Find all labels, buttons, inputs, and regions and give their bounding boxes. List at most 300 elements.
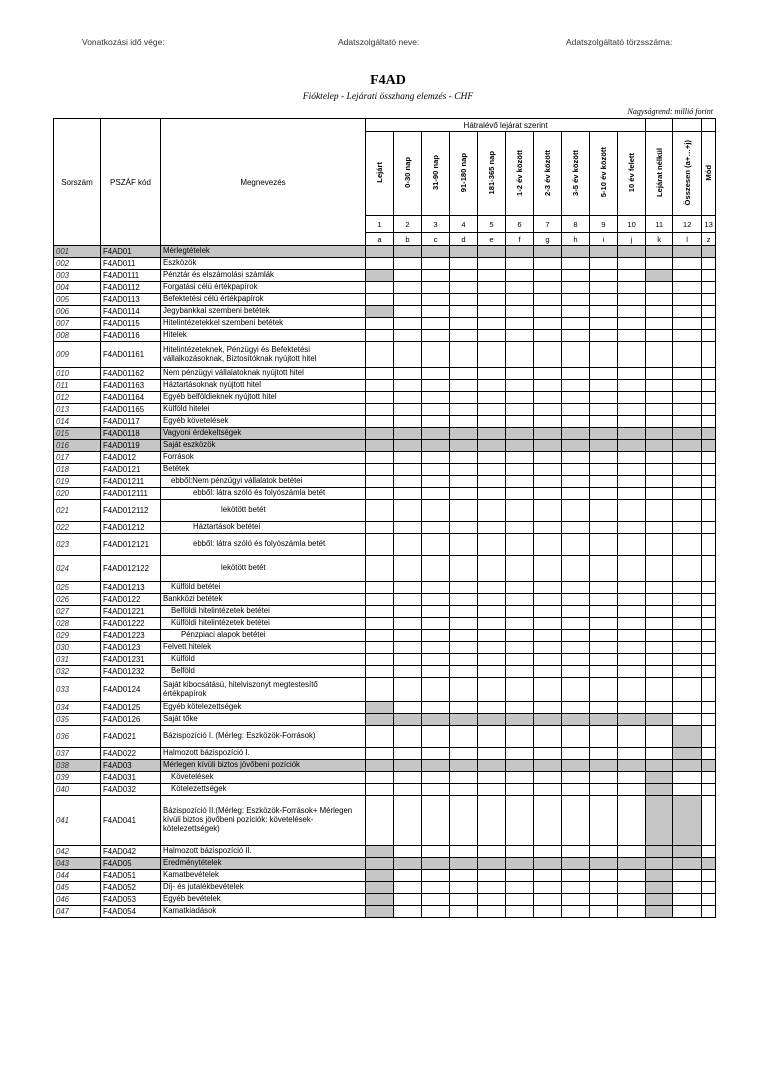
data-cell[interactable]: [590, 654, 618, 666]
data-cell[interactable]: [702, 452, 716, 464]
data-cell[interactable]: [366, 784, 394, 796]
data-cell[interactable]: [450, 500, 478, 522]
data-cell[interactable]: [702, 330, 716, 342]
data-cell[interactable]: [673, 270, 702, 282]
data-cell[interactable]: [394, 796, 422, 846]
data-cell[interactable]: [394, 870, 422, 882]
data-cell[interactable]: [702, 870, 716, 882]
data-cell[interactable]: [394, 618, 422, 630]
data-cell[interactable]: [450, 270, 478, 282]
data-cell[interactable]: [618, 858, 646, 870]
data-cell[interactable]: [478, 534, 506, 556]
data-cell[interactable]: [618, 270, 646, 282]
data-cell[interactable]: [450, 476, 478, 488]
data-cell[interactable]: [673, 702, 702, 714]
data-cell[interactable]: [394, 270, 422, 282]
data-cell[interactable]: [366, 556, 394, 582]
data-cell[interactable]: [590, 428, 618, 440]
data-cell[interactable]: [562, 772, 590, 784]
data-cell[interactable]: [562, 416, 590, 428]
data-cell[interactable]: [394, 582, 422, 594]
data-cell[interactable]: [450, 534, 478, 556]
data-cell[interactable]: [673, 318, 702, 330]
data-cell[interactable]: [506, 534, 534, 556]
data-cell[interactable]: [478, 594, 506, 606]
data-cell[interactable]: [534, 654, 562, 666]
data-cell[interactable]: [618, 452, 646, 464]
data-cell[interactable]: [394, 882, 422, 894]
data-cell[interactable]: [534, 464, 562, 476]
data-cell[interactable]: [478, 618, 506, 630]
data-cell[interactable]: [702, 606, 716, 618]
data-cell[interactable]: [478, 726, 506, 748]
data-cell[interactable]: [646, 294, 673, 306]
data-cell[interactable]: [422, 534, 450, 556]
data-cell[interactable]: [702, 404, 716, 416]
data-cell[interactable]: [422, 282, 450, 294]
data-cell[interactable]: [673, 714, 702, 726]
data-cell[interactable]: [646, 870, 673, 882]
data-cell[interactable]: [590, 246, 618, 258]
data-cell[interactable]: [673, 342, 702, 368]
data-cell[interactable]: [702, 630, 716, 642]
data-cell[interactable]: [702, 772, 716, 784]
data-cell[interactable]: [366, 748, 394, 760]
data-cell[interactable]: [590, 404, 618, 416]
data-cell[interactable]: [366, 630, 394, 642]
data-cell[interactable]: [618, 748, 646, 760]
data-cell[interactable]: [646, 796, 673, 846]
data-cell[interactable]: [394, 380, 422, 392]
data-cell[interactable]: [394, 534, 422, 556]
data-cell[interactable]: [618, 760, 646, 772]
data-cell[interactable]: [534, 678, 562, 702]
data-cell[interactable]: [590, 368, 618, 380]
data-cell[interactable]: [478, 642, 506, 654]
data-cell[interactable]: [394, 404, 422, 416]
data-cell[interactable]: [646, 642, 673, 654]
data-cell[interactable]: [366, 330, 394, 342]
data-cell[interactable]: [618, 870, 646, 882]
data-cell[interactable]: [450, 702, 478, 714]
data-cell[interactable]: [478, 500, 506, 522]
data-cell[interactable]: [366, 464, 394, 476]
data-cell[interactable]: [422, 894, 450, 906]
data-cell[interactable]: [562, 846, 590, 858]
data-cell[interactable]: [422, 594, 450, 606]
data-cell[interactable]: [702, 556, 716, 582]
data-cell[interactable]: [478, 678, 506, 702]
data-cell[interactable]: [590, 846, 618, 858]
data-cell[interactable]: [646, 618, 673, 630]
data-cell[interactable]: [646, 772, 673, 784]
data-cell[interactable]: [534, 306, 562, 318]
data-cell[interactable]: [534, 368, 562, 380]
data-cell[interactable]: [618, 606, 646, 618]
data-cell[interactable]: [618, 906, 646, 918]
data-cell[interactable]: [618, 702, 646, 714]
data-cell[interactable]: [422, 870, 450, 882]
data-cell[interactable]: [394, 476, 422, 488]
data-cell[interactable]: [702, 714, 716, 726]
data-cell[interactable]: [506, 282, 534, 294]
data-cell[interactable]: [478, 330, 506, 342]
data-cell[interactable]: [618, 416, 646, 428]
data-cell[interactable]: [422, 760, 450, 772]
data-cell[interactable]: [366, 440, 394, 452]
data-cell[interactable]: [394, 488, 422, 500]
data-cell[interactable]: [562, 714, 590, 726]
data-cell[interactable]: [506, 306, 534, 318]
data-cell[interactable]: [394, 246, 422, 258]
data-cell[interactable]: [478, 440, 506, 452]
data-cell[interactable]: [534, 642, 562, 654]
data-cell[interactable]: [422, 678, 450, 702]
data-cell[interactable]: [534, 606, 562, 618]
data-cell[interactable]: [673, 440, 702, 452]
data-cell[interactable]: [422, 318, 450, 330]
data-cell[interactable]: [590, 476, 618, 488]
data-cell[interactable]: [702, 488, 716, 500]
data-cell[interactable]: [562, 534, 590, 556]
data-cell[interactable]: [422, 246, 450, 258]
data-cell[interactable]: [478, 270, 506, 282]
data-cell[interactable]: [673, 476, 702, 488]
data-cell[interactable]: [590, 306, 618, 318]
data-cell[interactable]: [450, 440, 478, 452]
data-cell[interactable]: [534, 666, 562, 678]
data-cell[interactable]: [646, 440, 673, 452]
data-cell[interactable]: [618, 500, 646, 522]
data-cell[interactable]: [506, 846, 534, 858]
data-cell[interactable]: [702, 342, 716, 368]
data-cell[interactable]: [618, 282, 646, 294]
data-cell[interactable]: [366, 416, 394, 428]
data-cell[interactable]: [590, 342, 618, 368]
data-cell[interactable]: [506, 270, 534, 282]
data-cell[interactable]: [450, 630, 478, 642]
data-cell[interactable]: [478, 342, 506, 368]
data-cell[interactable]: [618, 796, 646, 846]
data-cell[interactable]: [702, 654, 716, 666]
data-cell[interactable]: [590, 702, 618, 714]
data-cell[interactable]: [506, 772, 534, 784]
data-cell[interactable]: [590, 464, 618, 476]
data-cell[interactable]: [366, 404, 394, 416]
data-cell[interactable]: [478, 464, 506, 476]
data-cell[interactable]: [618, 882, 646, 894]
data-cell[interactable]: [534, 714, 562, 726]
data-cell[interactable]: [618, 342, 646, 368]
data-cell[interactable]: [590, 666, 618, 678]
data-cell[interactable]: [506, 342, 534, 368]
data-cell[interactable]: [366, 796, 394, 846]
data-cell[interactable]: [562, 654, 590, 666]
data-cell[interactable]: [673, 894, 702, 906]
data-cell[interactable]: [562, 488, 590, 500]
data-cell[interactable]: [450, 488, 478, 500]
data-cell[interactable]: [562, 618, 590, 630]
data-cell[interactable]: [422, 330, 450, 342]
data-cell[interactable]: [422, 846, 450, 858]
data-cell[interactable]: [422, 784, 450, 796]
data-cell[interactable]: [366, 452, 394, 464]
data-cell[interactable]: [534, 380, 562, 392]
data-cell[interactable]: [506, 870, 534, 882]
data-cell[interactable]: [673, 796, 702, 846]
data-cell[interactable]: [618, 582, 646, 594]
data-cell[interactable]: [506, 452, 534, 464]
data-cell[interactable]: [506, 582, 534, 594]
data-cell[interactable]: [422, 726, 450, 748]
data-cell[interactable]: [506, 630, 534, 642]
data-cell[interactable]: [450, 330, 478, 342]
data-cell[interactable]: [366, 342, 394, 368]
data-cell[interactable]: [590, 522, 618, 534]
data-cell[interactable]: [590, 392, 618, 404]
data-cell[interactable]: [478, 416, 506, 428]
data-cell[interactable]: [394, 318, 422, 330]
data-cell[interactable]: [646, 784, 673, 796]
data-cell[interactable]: [422, 556, 450, 582]
data-cell[interactable]: [562, 342, 590, 368]
data-cell[interactable]: [366, 534, 394, 556]
data-cell[interactable]: [534, 392, 562, 404]
data-cell[interactable]: [394, 702, 422, 714]
data-cell[interactable]: [702, 642, 716, 654]
data-cell[interactable]: [590, 870, 618, 882]
data-cell[interactable]: [394, 306, 422, 318]
data-cell[interactable]: [366, 702, 394, 714]
data-cell[interactable]: [506, 678, 534, 702]
data-cell[interactable]: [366, 582, 394, 594]
data-cell[interactable]: [673, 282, 702, 294]
data-cell[interactable]: [673, 582, 702, 594]
data-cell[interactable]: [646, 666, 673, 678]
data-cell[interactable]: [394, 678, 422, 702]
data-cell[interactable]: [562, 282, 590, 294]
data-cell[interactable]: [534, 618, 562, 630]
data-cell[interactable]: [618, 294, 646, 306]
data-cell[interactable]: [618, 330, 646, 342]
data-cell[interactable]: [450, 870, 478, 882]
data-cell[interactable]: [534, 846, 562, 858]
data-cell[interactable]: [562, 642, 590, 654]
data-cell[interactable]: [562, 246, 590, 258]
data-cell[interactable]: [478, 258, 506, 270]
data-cell[interactable]: [618, 678, 646, 702]
data-cell[interactable]: [562, 894, 590, 906]
data-cell[interactable]: [478, 772, 506, 784]
data-cell[interactable]: [646, 368, 673, 380]
data-cell[interactable]: [618, 522, 646, 534]
data-cell[interactable]: [646, 392, 673, 404]
data-cell[interactable]: [618, 428, 646, 440]
data-cell[interactable]: [422, 522, 450, 534]
data-cell[interactable]: [394, 452, 422, 464]
data-cell[interactable]: [506, 380, 534, 392]
data-cell[interactable]: [478, 606, 506, 618]
data-cell[interactable]: [646, 678, 673, 702]
data-cell[interactable]: [450, 666, 478, 678]
data-cell[interactable]: [534, 870, 562, 882]
data-cell[interactable]: [506, 368, 534, 380]
data-cell[interactable]: [366, 714, 394, 726]
data-cell[interactable]: [562, 748, 590, 760]
data-cell[interactable]: [450, 796, 478, 846]
data-cell[interactable]: [506, 594, 534, 606]
data-cell[interactable]: [394, 772, 422, 784]
data-cell[interactable]: [506, 404, 534, 416]
data-cell[interactable]: [366, 666, 394, 678]
data-cell[interactable]: [702, 582, 716, 594]
data-cell[interactable]: [366, 246, 394, 258]
data-cell[interactable]: [366, 906, 394, 918]
data-cell[interactable]: [394, 258, 422, 270]
data-cell[interactable]: [506, 894, 534, 906]
data-cell[interactable]: [422, 642, 450, 654]
data-cell[interactable]: [562, 678, 590, 702]
data-cell[interactable]: [450, 748, 478, 760]
data-cell[interactable]: [534, 894, 562, 906]
data-cell[interactable]: [702, 678, 716, 702]
data-cell[interactable]: [562, 858, 590, 870]
data-cell[interactable]: [590, 784, 618, 796]
data-cell[interactable]: [590, 534, 618, 556]
data-cell[interactable]: [673, 748, 702, 760]
data-cell[interactable]: [590, 748, 618, 760]
data-cell[interactable]: [534, 270, 562, 282]
data-cell[interactable]: [646, 882, 673, 894]
data-cell[interactable]: [366, 270, 394, 282]
data-cell[interactable]: [562, 476, 590, 488]
data-cell[interactable]: [562, 258, 590, 270]
data-cell[interactable]: [646, 476, 673, 488]
data-cell[interactable]: [534, 342, 562, 368]
data-cell[interactable]: [450, 282, 478, 294]
data-cell[interactable]: [422, 772, 450, 784]
data-cell[interactable]: [702, 392, 716, 404]
data-cell[interactable]: [506, 858, 534, 870]
data-cell[interactable]: [562, 404, 590, 416]
data-cell[interactable]: [534, 630, 562, 642]
data-cell[interactable]: [562, 294, 590, 306]
data-cell[interactable]: [646, 522, 673, 534]
data-cell[interactable]: [562, 522, 590, 534]
data-cell[interactable]: [590, 714, 618, 726]
data-cell[interactable]: [646, 702, 673, 714]
data-cell[interactable]: [422, 380, 450, 392]
data-cell[interactable]: [646, 246, 673, 258]
data-cell[interactable]: [366, 678, 394, 702]
data-cell[interactable]: [673, 306, 702, 318]
data-cell[interactable]: [702, 476, 716, 488]
data-cell[interactable]: [506, 428, 534, 440]
data-cell[interactable]: [618, 404, 646, 416]
data-cell[interactable]: [673, 294, 702, 306]
data-cell[interactable]: [673, 772, 702, 784]
data-cell[interactable]: [478, 380, 506, 392]
data-cell[interactable]: [478, 488, 506, 500]
data-cell[interactable]: [534, 258, 562, 270]
data-cell[interactable]: [618, 594, 646, 606]
data-cell[interactable]: [646, 714, 673, 726]
data-cell[interactable]: [618, 380, 646, 392]
data-cell[interactable]: [673, 464, 702, 476]
data-cell[interactable]: [506, 654, 534, 666]
data-cell[interactable]: [534, 500, 562, 522]
data-cell[interactable]: [366, 428, 394, 440]
data-cell[interactable]: [590, 796, 618, 846]
data-cell[interactable]: [506, 476, 534, 488]
data-cell[interactable]: [702, 416, 716, 428]
data-cell[interactable]: [702, 894, 716, 906]
data-cell[interactable]: [562, 726, 590, 748]
data-cell[interactable]: [450, 714, 478, 726]
data-cell[interactable]: [562, 702, 590, 714]
data-cell[interactable]: [702, 380, 716, 392]
data-cell[interactable]: [646, 748, 673, 760]
data-cell[interactable]: [366, 392, 394, 404]
data-cell[interactable]: [590, 452, 618, 464]
data-cell[interactable]: [646, 488, 673, 500]
data-cell[interactable]: [394, 556, 422, 582]
data-cell[interactable]: [534, 582, 562, 594]
data-cell[interactable]: [618, 488, 646, 500]
data-cell[interactable]: [366, 522, 394, 534]
data-cell[interactable]: [618, 846, 646, 858]
data-cell[interactable]: [478, 654, 506, 666]
data-cell[interactable]: [422, 392, 450, 404]
data-cell[interactable]: [534, 796, 562, 846]
data-cell[interactable]: [562, 306, 590, 318]
data-cell[interactable]: [618, 476, 646, 488]
data-cell[interactable]: [478, 428, 506, 440]
data-cell[interactable]: [450, 846, 478, 858]
data-cell[interactable]: [590, 282, 618, 294]
data-cell[interactable]: [506, 882, 534, 894]
data-cell[interactable]: [534, 594, 562, 606]
data-cell[interactable]: [673, 330, 702, 342]
data-cell[interactable]: [478, 476, 506, 488]
data-cell[interactable]: [590, 606, 618, 618]
data-cell[interactable]: [394, 392, 422, 404]
data-cell[interactable]: [646, 258, 673, 270]
data-cell[interactable]: [394, 594, 422, 606]
data-cell[interactable]: [422, 368, 450, 380]
data-cell[interactable]: [450, 368, 478, 380]
data-cell[interactable]: [673, 630, 702, 642]
data-cell[interactable]: [478, 666, 506, 678]
data-cell[interactable]: [450, 618, 478, 630]
data-cell[interactable]: [646, 894, 673, 906]
data-cell[interactable]: [506, 258, 534, 270]
data-cell[interactable]: [366, 282, 394, 294]
data-cell[interactable]: [506, 796, 534, 846]
data-cell[interactable]: [478, 392, 506, 404]
data-cell[interactable]: [478, 702, 506, 714]
data-cell[interactable]: [506, 726, 534, 748]
data-cell[interactable]: [506, 392, 534, 404]
data-cell[interactable]: [562, 368, 590, 380]
data-cell[interactable]: [394, 906, 422, 918]
data-cell[interactable]: [702, 760, 716, 772]
data-cell[interactable]: [562, 392, 590, 404]
data-cell[interactable]: [646, 416, 673, 428]
data-cell[interactable]: [366, 368, 394, 380]
data-cell[interactable]: [506, 330, 534, 342]
data-cell[interactable]: [673, 618, 702, 630]
